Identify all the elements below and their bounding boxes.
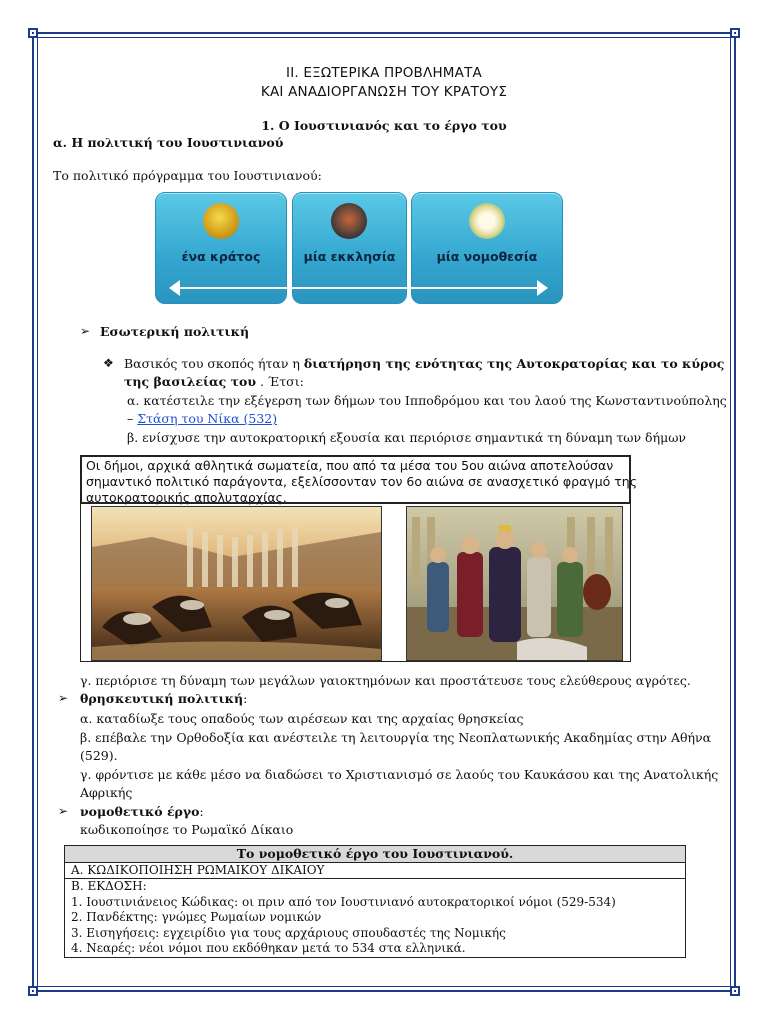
- religious-point-b-line2: (529).: [80, 748, 118, 763]
- demes-note-line: Οι δήμοι, αρχικά αθλητικά σωματεία, που από τα μέσα του 5ου αιώνα αποτελούσαν: [86, 458, 614, 473]
- religious-point-a: α. καταδίωξε τους οπαδούς των αιρέσεων και της αρχαίας θρησκείας: [80, 711, 524, 726]
- intro-text: Το πολιτικό πρόγραμμα του Ιουστινιανού:: [53, 168, 322, 183]
- bullet-diamond-icon: ❖: [103, 356, 114, 370]
- legislative-text: κωδικοποίησε το Ρωμαϊκό Δίκαιο: [80, 822, 294, 837]
- demes-note-line: σημαντικό πολιτικό παράγοντα, εξελίσσονταν τον 6ο αιώνα σε ανασχετικό φραγμό της: [86, 474, 638, 489]
- bullet-arrow-icon: ➢: [58, 691, 69, 705]
- publication-item: 3. Εισηγήσεις: εγχειρίδιο για τους αρχάριους σπουδαστές της Νομικής: [71, 925, 506, 940]
- colon: :: [199, 804, 204, 819]
- goal-suffix: . Έτσι:: [260, 374, 304, 389]
- internal-policy-heading: Εσωτερική πολιτική: [100, 324, 250, 339]
- internal-point-c: γ. περιόρισε τη δύναμη των μεγάλων γαιοκτημόνων και προστάτευσε τους ελεύθερους αγρότες.: [80, 673, 691, 688]
- religious-point-c-line2: Αφρικής: [80, 785, 133, 800]
- goal-prefix: Βασικός του σκοπός ήταν η: [124, 356, 300, 371]
- goal-line1: [124, 355, 724, 372]
- bullet-arrow-icon: ➢: [80, 324, 91, 338]
- legislative-heading-line: [80, 803, 204, 820]
- internal-point-b: β. ενίσχυσε την αυτοκρατορική εξουσία και περιόρισε σημαντικά τη δύναμη των δήμων: [127, 430, 686, 445]
- table-row-publication: [65, 879, 686, 958]
- hippodrome-chariot-race-image: [91, 506, 382, 661]
- diagram-label: μία νομοθεσία: [436, 249, 538, 264]
- corner-ornament: [730, 28, 740, 38]
- goal-line2: [124, 373, 304, 390]
- demes-note-line: αυτοκρατορικής απολυταρχίας.: [86, 490, 287, 505]
- gold-coin-icon: [203, 203, 239, 239]
- corner-ornament: [730, 986, 740, 996]
- table-row: [65, 879, 686, 958]
- political-program-diagram: [155, 192, 561, 304]
- church-mosaic-icon: [331, 203, 367, 239]
- demes-note-box: [80, 455, 638, 505]
- page-title-line2: ΚΑΙ ΑΝΑΔΙΟΡΓΑΝΩΣΗ ΤΟΥ ΚΡΑΤΟΥΣ: [260, 84, 508, 100]
- corner-ornament: [28, 28, 38, 38]
- nika-riot-link[interactable]: Στάση του Νίκα (532): [137, 411, 278, 426]
- justinian-court-image: [406, 506, 623, 661]
- table-title: Το νομοθετικό έργο του Ιουστινιανού.: [65, 846, 686, 863]
- subsection-heading: α. Η πολιτική του Ιουστινιανού: [53, 135, 284, 150]
- bullet-arrow-icon: ➢: [58, 804, 69, 818]
- law-scroll-icon: [469, 203, 505, 239]
- religious-point-b-line1: β. επέβαλε την Ορθοδοξία και ανέστειλε τη λειτουργία της Νεοπλατωνικής Ακαδημίας στην Αθήνα: [80, 730, 712, 745]
- goal-bold: διατήρηση της ενότητας της Αυτοκρατορίας και το κύρος: [303, 356, 725, 371]
- page-title-line1: ΙΙ. ΕΞΩΤΕΡΙΚΑ ΠΡΟΒΛΗΜΑΤΑ: [286, 65, 482, 81]
- legislative-work-table: [64, 845, 686, 958]
- religious-policy-heading-line: [80, 690, 247, 707]
- legislative-heading: νομοθετικό έργο: [80, 804, 200, 819]
- goal-bold: της βασιλείας του: [124, 374, 257, 389]
- diagram-label: μία εκκλησία: [303, 249, 396, 264]
- publication-item: 4. Νεαρές: νέοι νόμοι που εκδόθηκαν μετά το 534 στα ελληνικά.: [71, 941, 466, 955]
- dash: –: [127, 411, 134, 426]
- internal-point-a: α. κατέστειλε την εξέγερση των δήμων του Ιπποδρόμου και του λαού της Κωνσταντινούπολης: [127, 393, 727, 408]
- publication-title: Β. ΕΚΔΟΣΗ:: [71, 879, 147, 893]
- publication-item: 1. Ιουστινιάνειος Κώδικας: οι πριν από τον Ιουστινιανό αυτοκρατορικοί νόμοι (529-534): [71, 894, 616, 909]
- table-row: [65, 862, 686, 879]
- publication-item: 2. Πανδέκτης: γνώμες Ρωμαίων νομικών: [71, 910, 322, 924]
- colon: :: [243, 691, 248, 706]
- arrow-left-icon: [169, 280, 180, 296]
- table-header-row: [65, 846, 686, 863]
- arrow-right-icon: [537, 280, 548, 296]
- internal-point-a-link-line: [127, 410, 277, 427]
- religious-policy-heading: θρησκευτική πολιτική: [80, 691, 244, 706]
- diagram-label: ένα κράτος: [181, 249, 261, 264]
- religious-point-c-line1: γ. φρόντισε με κάθε μέσο να διαδώσει το Χριστιανισμό σε λαούς του Καυκάσου και της Ανατολικής: [80, 767, 719, 782]
- corner-ornament: [28, 986, 38, 996]
- double-arrow: [177, 287, 539, 289]
- section-heading: 1. Ο Ιουστινιανός και το έργο του: [261, 118, 507, 133]
- table-row-codification: Α. ΚΩΔΙΚΟΠΟΙΗΣΗ ΡΩΜΑΙΚΟΥ ΔΙΚΑΙΟΥ: [65, 862, 686, 879]
